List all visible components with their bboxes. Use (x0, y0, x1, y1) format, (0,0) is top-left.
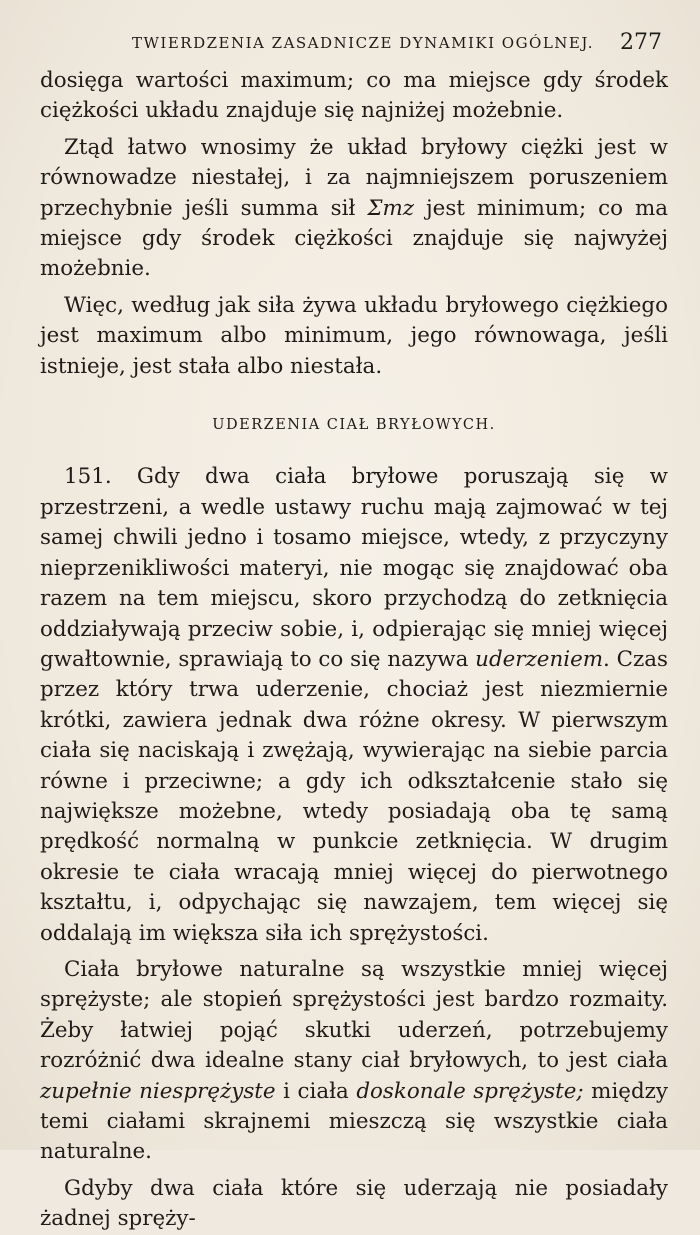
paragraph-conclusion: Więc, według jak siła żywa układu bryłowego ciężkiego jest maximum albo minimum, jego równowaga, jeśli istnieje, jest stała albo niestała. (40, 292, 668, 379)
paragraph-text: Ztąd łatwo wnosimy że układ bryłowy ciężki jest w równowadze niestałej, i za najmniejszem poruszeniem przechybnie jeśli summa sił (40, 134, 668, 221)
paragraph-number: 151. (64, 464, 112, 490)
section-heading: UDERZENIA CIAŁ BRYŁOWYCH. (212, 417, 496, 434)
page-header (40, 30, 662, 58)
paragraph-text: między temi ciałami skrajnemi mieszczą się wszystkie ciała naturalne. (40, 1078, 668, 1165)
term-elastic: doskonale sprężyste; (356, 1078, 584, 1104)
term-inelastic: zupełnie niesprężyste (40, 1078, 276, 1104)
page-number: 277 (620, 30, 662, 55)
paragraph-elasticity (40, 955, 668, 1168)
formula-sum-mz: Σmz (367, 195, 415, 221)
page-body (40, 66, 668, 1235)
paragraph-151 (40, 462, 668, 949)
paragraph-text: Ciała bryłowe naturalne są wszystkie mniej więcej sprężyste; ale stopień sprężystości jest bardzo rozmaity. Żeby łatwiej pojąć skutki uderzeń, potrzebujemy rozróżnić dwa idealne stany ciał bryłowych, to jest ciała (40, 956, 668, 1074)
running-title: TWIERDZENIA ZASADNICZE DYNAMIKI OGÓLNEJ. (132, 34, 594, 52)
paragraph-text: . Czas przez który trwa uderzenie, chociaż jest niezmiernie krótki, zawiera jednak dwa różne okresy. W pierwszym ciała się naciskają i zwężają, wywierając na siebie parcia równe i przeciwne; a gdy ich odkształcenie stało się największe możebne, wtedy posiadają oba tę samą prędkość normalną w punkcie zetknięcia. W drugim okresie te ciała wracają mniej więcej do pierwotnego kształtu, i, odpychając się nawzajem, tem więcej się oddalają im większa siła ich sprężystości. (40, 646, 669, 946)
paragraph-text: Gdy dwa ciała bryłowe poruszają się w przestrzeni, a wedle ustawy ruchu mają zajmować w tej samej chwili jedno i tosamo miejsce, wtedy, z przyczyny nieprzenikliwości materyi, nie mogąc się znajdować oba razem na tem miejscu, skoro przychodzą do zetknięcia oddziaływają przeciw sobie, i, odpierając się mniej więcej gwałtownie, sprawiają to co się nazywa (40, 464, 668, 672)
paragraph-equilibrium-unstable (40, 133, 668, 285)
paragraph-text: i ciała (275, 1078, 357, 1104)
paragraph-last: Gdyby dwa ciała które się uderzają nie posiadały żadnej spręży- (40, 1175, 668, 1232)
paragraph-continuation: dosięga wartości maximum; co ma miejsce gdy środek ciężkości układu znajduje się najniżej możebnie. (40, 68, 668, 124)
term-uderzenie: uderzeniem (475, 646, 604, 672)
paragraph-text: jest minimum; co ma miejsce gdy środek ciężkości znajduje się najwyżej możebnie. (40, 195, 669, 282)
